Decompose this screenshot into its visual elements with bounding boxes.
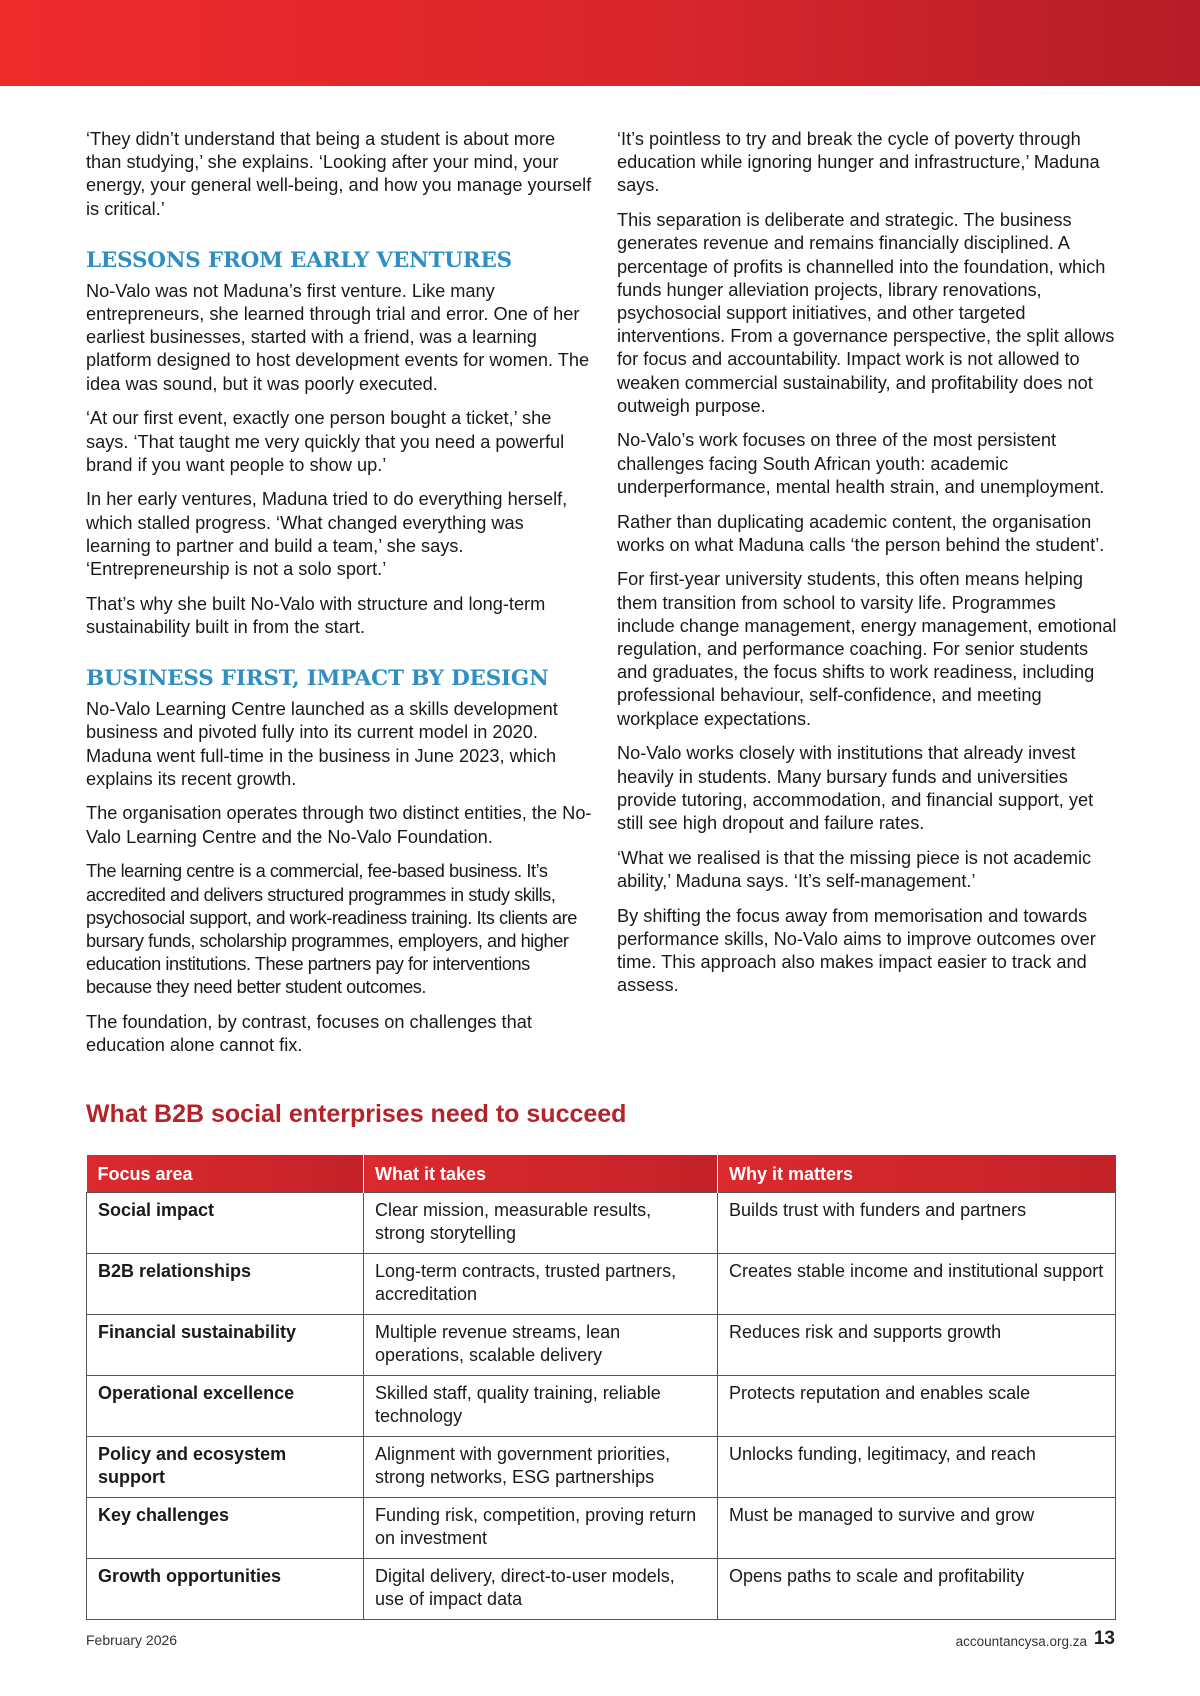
- paragraph: No-Valo was not Maduna’s first venture. Like many entrepreneurs, she learned through trial and error. One of her earliest businesses, started with a friend, was a learning platform designed to host development events for women. The idea was sound, but it was poorly executed.: [86, 280, 590, 394]
- table-cell: Builds trust with funders and partners: [718, 1193, 1116, 1254]
- paragraph: The foundation, by contrast, focuses on challenges that education alone cannot fix.: [86, 1012, 532, 1056]
- table-cell: Protects reputation and enables scale: [718, 1376, 1116, 1437]
- paragraph: ‘What we realised is that the missing piece is not academic ability,’ Maduna says. ‘It’s self-management.’: [617, 847, 1092, 891]
- paragraph: By shifting the focus away from memorisation and towards performance skills, No-Valo aims to improve outcomes over time. This approach also makes impact easier to track and assess.: [617, 905, 1096, 996]
- page-number: 13: [1093, 1628, 1115, 1649]
- table-cell: Growth opportunities: [87, 1559, 364, 1620]
- header-band: [0, 0, 1200, 86]
- left-column: [86, 128, 592, 1069]
- table-cell: Financial sustainability: [87, 1315, 364, 1376]
- table-row: [87, 1498, 1116, 1559]
- table-cell: Skilled staff, quality training, reliable technology: [364, 1376, 718, 1437]
- table-cell: Must be managed to survive and grow: [718, 1498, 1116, 1559]
- table-row: [87, 1254, 1116, 1315]
- table-cell: Opens paths to scale and profitability: [718, 1559, 1116, 1620]
- table-row: [87, 1559, 1116, 1620]
- paragraph: This separation is deliberate and strategic. The business generates revenue and remains financially disciplined. A percentage of profits is channelled into the foundation, which funds hunger alleviation projects, library renovations, psychosocial support initiatives, and other targeted interventions. From a governance perspective, the split allows for focus and accountability. Impact work is not allowed to weaken commercial sustainability, and profitability does not outweigh purpose.: [617, 210, 1115, 416]
- paragraph: The organisation operates through two distinct entities, the No-Valo Learning Centre and the No-Valo Foundation.: [86, 803, 592, 847]
- table-row: [87, 1193, 1116, 1254]
- section-heading: LESSONS FROM EARLY VENTURES: [86, 247, 512, 273]
- table-cell: Social impact: [87, 1193, 364, 1254]
- table-cell: Reduces risk and supports growth: [718, 1315, 1116, 1376]
- paragraph: For first-year university students, this often means helping them transition from school to varsity life. Programmes include change management, energy management, emotional regulation, and performance coaching. For senior students and graduates, the focus shifts to work readiness, including professional behaviour, self-confidence, and meeting workplace expectations.: [617, 569, 1117, 729]
- paragraph: In her early ventures, Maduna tried to do everything herself, which stalled progress. ‘What changed everything was learning to partner and build a team,’ she says. ‘Entrepreneurship is not a solo sport.’: [86, 489, 568, 580]
- paragraph: No-Valo Learning Centre launched as a skills development business and pivoted fully into its current model in 2020. Maduna went full-time in the business in June 2023, which explains its recent growth.: [86, 699, 558, 789]
- column-header: What it takes: [364, 1155, 718, 1193]
- paragraph: ‘It’s pointless to try and break the cycle of poverty through education while ignoring hunger and infrastructure,’ Maduna says.: [617, 129, 1100, 196]
- website-link[interactable]: accountancysa.org.za: [955, 1634, 1087, 1649]
- table-header-row: [87, 1155, 1116, 1193]
- paragraph: No-Valo’s work focuses on three of the most persistent challenges facing South African youth: academic underperformance, mental health strain, and unemployment.: [617, 430, 1105, 497]
- table-row: [87, 1315, 1116, 1376]
- table-cell: Unlocks funding, legitimacy, and reach: [718, 1437, 1116, 1498]
- table-cell: Policy and ecosystem support: [87, 1437, 364, 1498]
- table-cell: Funding risk, competition, proving return on investment: [364, 1498, 718, 1559]
- table-cell: Clear mission, measurable results, strong storytelling: [364, 1193, 718, 1254]
- paragraph: The learning centre is a commercial, fee-based business. It’s accredited and delivers structured programmes in study skills, psychosocial support, and work-readiness training. Its clients are bursary funds, scholarship programmes, employers, and higher education institutions. These partners pay for interventions because they need better student outcomes.: [86, 861, 577, 998]
- column-header: Focus area: [87, 1155, 364, 1193]
- table-cell: Long-term contracts, trusted partners, accreditation: [364, 1254, 718, 1315]
- paragraph: ‘They didn’t understand that being a student is about more than studying,’ she explains. ‘Looking after your mind, your energy, your general well-being, and how you manage yourself is critical.’: [86, 129, 592, 219]
- table-row: [87, 1376, 1116, 1437]
- focus-area-table: [86, 1155, 1116, 1620]
- right-column: [617, 128, 1117, 1009]
- table-title: What B2B social enterprises need to succeed: [86, 1100, 627, 1128]
- table-cell: Multiple revenue streams, lean operations, scalable delivery: [364, 1315, 718, 1376]
- table-cell: B2B relationships: [87, 1254, 364, 1315]
- table-cell: Creates stable income and institutional support: [718, 1254, 1116, 1315]
- paragraph: ‘At our first event, exactly one person bought a ticket,’ she says. ‘That taught me very quickly that you need a powerful brand if you want people to show up.’: [86, 408, 565, 475]
- section-heading: BUSINESS FIRST, IMPACT BY DESIGN: [86, 666, 549, 692]
- paragraph: Rather than duplicating academic content, the organisation works on what Maduna calls ‘the person behind the student’.: [617, 511, 1105, 555]
- table-cell: Operational excellence: [87, 1376, 364, 1437]
- table-cell: Alignment with government priorities, strong networks, ESG partnerships: [364, 1437, 718, 1498]
- issue-date: February 2026: [86, 1632, 178, 1648]
- paragraph: That’s why she built No-Valo with structure and long-term sustainability built in from the start.: [86, 593, 546, 637]
- paragraph: No-Valo works closely with institutions that already invest heavily in students. Many bursary funds and universities provide tutoring, accommodation, and financial support, yet still see high dropout and failure rates.: [617, 743, 1094, 833]
- table-cell: Key challenges: [87, 1498, 364, 1559]
- table-cell: Digital delivery, direct-to-user models, use of impact data: [364, 1559, 718, 1620]
- column-header: Why it matters: [718, 1155, 1116, 1193]
- table-row: [87, 1437, 1116, 1498]
